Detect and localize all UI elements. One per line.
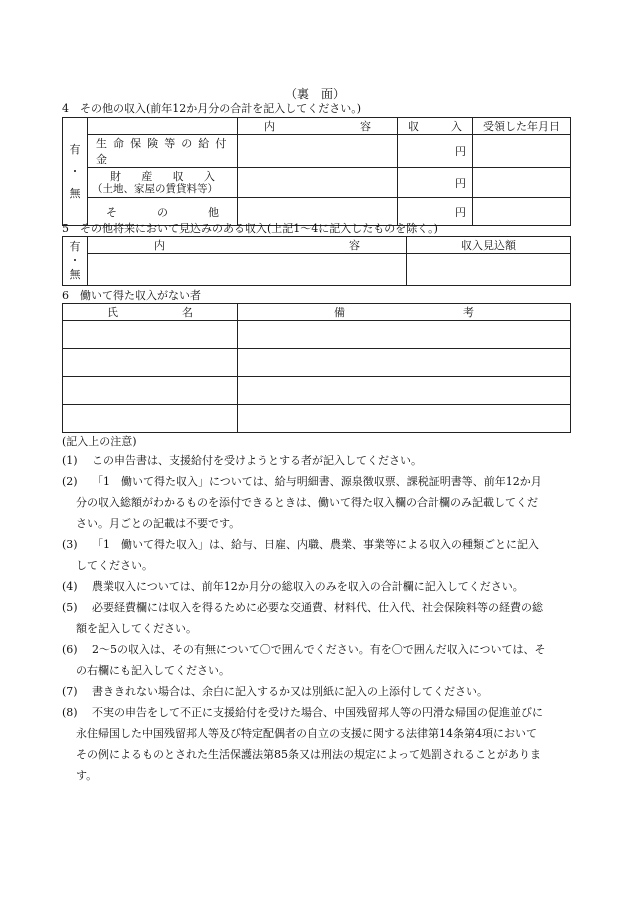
- header-name: 氏 名: [63, 304, 238, 321]
- header-mikomi: 収入見込額: [407, 237, 571, 254]
- naiyou-input[interactable]: [88, 254, 407, 286]
- page-title: （裏 面）: [284, 87, 345, 101]
- note-item: (5) 必要経費欄には収入を得るために必要な交通費、材料代、仕入代、社会保険料等の経費の総 額を記入してください。: [62, 601, 543, 635]
- note-item: (3) 「1 働いて得た収入」は、給与、日雇、内職、農業、事業等による収入の種類ごとに記入 してください。: [62, 538, 539, 572]
- naiyou-input[interactable]: [238, 168, 398, 198]
- table-row: [63, 377, 571, 405]
- notes-heading: (記入上の注意): [62, 435, 137, 448]
- name-input[interactable]: [63, 405, 238, 433]
- yen-unit[interactable]: 円: [398, 168, 473, 198]
- section6-table: [62, 303, 571, 433]
- note-item: (8) 不実の申告をして不正に支援給付を受けた場合、中国残留邦人等の円滑な帰国の促進並びに 永住帰国した中国残留邦人等及び特定配偶者の自立の支援に関する法律第14条第4項において その例によるものとされた生活保護法第85条又は刑法の規定によって処罰されることがありま す。: [62, 706, 543, 782]
- header-date: 受領した年月日: [473, 118, 571, 135]
- header-biko: 備 考: [238, 304, 571, 321]
- row-label-sonota: そ の 他: [88, 198, 238, 226]
- note-item: (7) 書ききれない場合は、余白に記入するか又は別紙に記入の上添付してください。: [62, 685, 488, 698]
- mikomi-input[interactable]: [407, 254, 571, 286]
- section4-table: [62, 117, 571, 226]
- table-row: [63, 254, 571, 286]
- table-row: [63, 321, 571, 349]
- naiyou-input[interactable]: [238, 135, 398, 168]
- biko-input[interactable]: [238, 405, 571, 433]
- name-input[interactable]: [63, 377, 238, 405]
- notes-list: [62, 450, 570, 786]
- note-item: (1) この申告書は、支援給付を受けようとする者が記入してください。: [62, 454, 422, 467]
- ari-nashi-cell[interactable]: 有 ・ 無: [63, 118, 88, 226]
- header-naiyou: 内 容: [238, 118, 398, 135]
- header-naiyou: 内 容: [88, 237, 407, 254]
- section4-heading: 4 その他の収入(前年12か月分の合計を記入してください。): [62, 102, 362, 115]
- section5-table: [62, 236, 571, 286]
- header-shunyu: 収 入: [398, 118, 473, 135]
- ari-nashi-cell[interactable]: 有 ・ 無: [63, 237, 88, 286]
- note-item: (2) 「1 働いて得た収入」については、給与明細書、源泉徴収票、課税証明書等、前年12か月 分の収入総額がわかるものを添付できるときは、働いて得た収入欄の合計欄のみ記載してくだ さい。月ごとの記載は不要です。: [62, 475, 542, 530]
- date-input[interactable]: [473, 198, 571, 226]
- note-item: (6) 2～5の収入は、その有無について〇で囲んでください。有を〇で囲んだ収入については、そ の右欄にも記入してください。: [62, 643, 546, 677]
- biko-input[interactable]: [238, 377, 571, 405]
- row-label-zaisan: 財 産 収 入 （土地、家屋の賃貸料等）: [88, 168, 238, 198]
- name-input[interactable]: [63, 349, 238, 377]
- biko-input[interactable]: [238, 349, 571, 377]
- yen-unit[interactable]: 円: [398, 135, 473, 168]
- section5-heading: 5 その他将来において見込みのある収入(上記1～4に記入したものを除く。): [62, 222, 438, 235]
- table-row: [63, 135, 571, 168]
- date-input[interactable]: [473, 135, 571, 168]
- row-label-seimei: 生命保険等の給付金: [88, 135, 238, 168]
- table-row: [63, 405, 571, 433]
- name-input[interactable]: [63, 321, 238, 349]
- note-item: (4) 農業収入については、前年12か月分の総収入のみを収入の合計欄に記入してください。: [62, 580, 524, 593]
- biko-input[interactable]: [238, 321, 571, 349]
- table-row: [63, 168, 571, 198]
- date-input[interactable]: [473, 168, 571, 198]
- yen-unit[interactable]: 円: [398, 198, 473, 226]
- section6-heading: 6 働いて得た収入がない者: [62, 289, 201, 302]
- table-row: [63, 349, 571, 377]
